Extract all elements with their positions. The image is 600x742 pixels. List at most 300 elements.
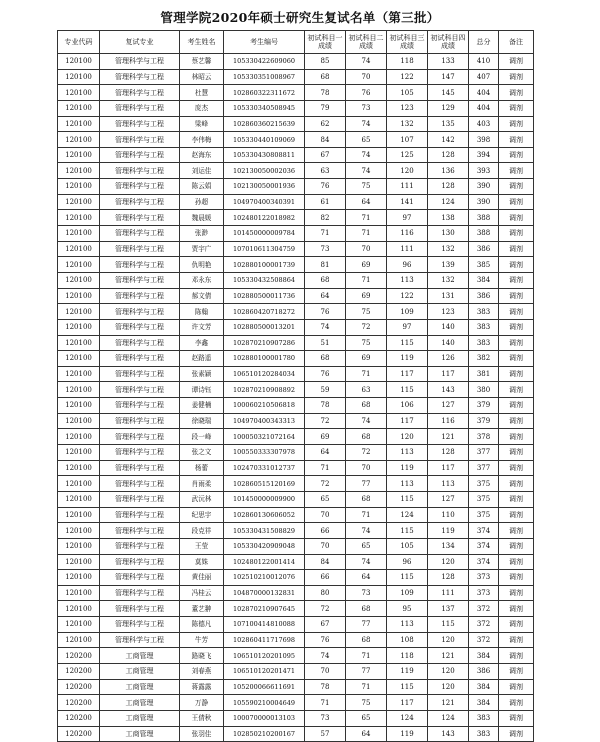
table-row [58, 257, 534, 273]
cell-score-3: 125 [387, 147, 428, 163]
cell-total: 410 [469, 54, 499, 70]
cell-score-2: 68 [346, 491, 387, 507]
cell-student-id: 100060210506818 [224, 398, 305, 414]
cell-major-code: 120100 [58, 241, 100, 257]
table-row [58, 585, 534, 601]
cell-total: 386 [469, 663, 499, 679]
cell-student-id: 102880100001780 [224, 351, 305, 367]
cell-name: 赵海东 [180, 147, 224, 163]
cell-remark: 调剂 [499, 413, 534, 429]
cell-name: 陈云娟 [180, 179, 224, 195]
cell-student-id: 102860515120169 [224, 476, 305, 492]
cell-major-code: 120100 [58, 585, 100, 601]
cell-score-2: 75 [346, 695, 387, 711]
table-row [58, 554, 534, 570]
cell-total: 373 [469, 585, 499, 601]
cell-score-2: 71 [346, 272, 387, 288]
cell-score-4: 130 [428, 226, 469, 242]
cell-remark: 调剂 [499, 679, 534, 695]
cell-major: 管理科学与工程 [100, 617, 180, 633]
cell-student-id: 105330420909048 [224, 538, 305, 554]
cell-major: 管理科学与工程 [100, 116, 180, 132]
cell-score-3: 117 [387, 413, 428, 429]
cell-remark: 调剂 [499, 100, 534, 116]
cell-student-id: 105330422609060 [224, 54, 305, 70]
table-row [58, 679, 534, 695]
cell-score-4: 127 [428, 398, 469, 414]
cell-major: 管理科学与工程 [100, 85, 180, 101]
cell-score-1: 73 [305, 710, 346, 726]
cell-total: 374 [469, 538, 499, 554]
cell-score-2: 75 [346, 179, 387, 195]
cell-score-1: 74 [305, 648, 346, 664]
cell-major: 管理科学与工程 [100, 210, 180, 226]
cell-score-1: 68 [305, 69, 346, 85]
cell-total: 390 [469, 179, 499, 195]
cell-score-4: 132 [428, 241, 469, 257]
table-row [58, 398, 534, 414]
cell-remark: 调剂 [499, 429, 534, 445]
cell-major-code: 120100 [58, 163, 100, 179]
cell-score-1: 66 [305, 523, 346, 539]
cell-major-code: 120100 [58, 194, 100, 210]
cell-major-code: 120100 [58, 288, 100, 304]
table-header-row [58, 31, 534, 54]
cell-total: 379 [469, 413, 499, 429]
cell-major: 管理科学与工程 [100, 319, 180, 335]
cell-score-4: 128 [428, 147, 469, 163]
cell-remark: 调剂 [499, 523, 534, 539]
table-row [58, 194, 534, 210]
cell-student-id: 102480122018982 [224, 210, 305, 226]
cell-major-code: 120100 [58, 351, 100, 367]
cell-score-3: 97 [387, 319, 428, 335]
cell-major: 管理科学与工程 [100, 554, 180, 570]
cell-score-2: 71 [346, 507, 387, 523]
cell-score-2: 71 [346, 679, 387, 695]
cell-major: 管理科学与工程 [100, 538, 180, 554]
cell-major: 工商管理 [100, 663, 180, 679]
cell-score-3: 122 [387, 288, 428, 304]
cell-score-3: 115 [387, 335, 428, 351]
cell-total: 384 [469, 648, 499, 664]
cell-score-3: 124 [387, 710, 428, 726]
table-row [58, 695, 534, 711]
cell-remark: 调剂 [499, 601, 534, 617]
cell-score-4: 120 [428, 632, 469, 648]
cell-score-2: 77 [346, 617, 387, 633]
cell-student-id: 107010611304759 [224, 241, 305, 257]
cell-score-1: 65 [305, 491, 346, 507]
cell-major: 管理科学与工程 [100, 179, 180, 195]
cell-score-2: 68 [346, 632, 387, 648]
cell-remark: 调剂 [499, 585, 534, 601]
table-body [58, 54, 534, 742]
cell-score-1: 63 [305, 163, 346, 179]
cell-student-id: 105330430808811 [224, 147, 305, 163]
table-row [58, 617, 534, 633]
cell-score-2: 71 [346, 226, 387, 242]
cell-score-4: 127 [428, 491, 469, 507]
cell-score-4: 131 [428, 288, 469, 304]
cell-score-1: 85 [305, 54, 346, 70]
cell-name: 赵路遥 [180, 351, 224, 367]
cell-major: 工商管理 [100, 726, 180, 742]
cell-total: 378 [469, 429, 499, 445]
cell-total: 383 [469, 304, 499, 320]
cell-student-id: 107100414810088 [224, 617, 305, 633]
cell-score-3: 116 [387, 226, 428, 242]
cell-score-1: 79 [305, 100, 346, 116]
cell-name: 张羽佳 [180, 726, 224, 742]
cell-score-4: 137 [428, 601, 469, 617]
cell-name: 武沅林 [180, 491, 224, 507]
cell-score-1: 84 [305, 132, 346, 148]
cell-remark: 调剂 [499, 85, 534, 101]
cell-score-3: 120 [387, 429, 428, 445]
cell-total: 374 [469, 554, 499, 570]
cell-student-id: 102880100001739 [224, 257, 305, 273]
cell-major: 工商管理 [100, 695, 180, 711]
cell-score-4: 132 [428, 272, 469, 288]
cell-major-code: 120100 [58, 335, 100, 351]
cell-major-code: 120100 [58, 554, 100, 570]
cell-score-4: 134 [428, 538, 469, 554]
cell-major-code: 120100 [58, 179, 100, 195]
cell-total: 380 [469, 382, 499, 398]
cell-remark: 调剂 [499, 570, 534, 586]
cell-name: 谭诗钰 [180, 382, 224, 398]
table-row [58, 132, 534, 148]
cell-score-3: 115 [387, 382, 428, 398]
cell-score-4: 147 [428, 69, 469, 85]
cell-score-2: 69 [346, 288, 387, 304]
cell-name: 仇明艳 [180, 257, 224, 273]
cell-major: 管理科学与工程 [100, 445, 180, 461]
cell-student-id: 102860322311672 [224, 85, 305, 101]
cell-name: 张素颖 [180, 366, 224, 382]
cell-score-1: 67 [305, 617, 346, 633]
header-score-2: 初试科目二成绩 [346, 31, 387, 54]
cell-score-1: 72 [305, 601, 346, 617]
cell-remark: 调剂 [499, 663, 534, 679]
cell-major: 管理科学与工程 [100, 491, 180, 507]
cell-total: 372 [469, 617, 499, 633]
cell-student-id: 102870210908892 [224, 382, 305, 398]
cell-name: 王莹 [180, 538, 224, 554]
cell-total: 404 [469, 85, 499, 101]
cell-score-4: 136 [428, 163, 469, 179]
cell-name: 肖雨柔 [180, 476, 224, 492]
cell-total: 377 [469, 460, 499, 476]
cell-name: 李鑫 [180, 335, 224, 351]
cell-score-4: 135 [428, 116, 469, 132]
cell-name: 庞杰 [180, 100, 224, 116]
cell-major-code: 120100 [58, 460, 100, 476]
cell-name: 莫姝 [180, 554, 224, 570]
cell-major: 管理科学与工程 [100, 69, 180, 85]
cell-remark: 调剂 [499, 132, 534, 148]
cell-major-code: 120100 [58, 85, 100, 101]
cell-student-id: 105330340508945 [224, 100, 305, 116]
cell-student-id: 105330440109069 [224, 132, 305, 148]
cell-major: 管理科学与工程 [100, 476, 180, 492]
cell-score-3: 115 [387, 491, 428, 507]
cell-score-1: 74 [305, 319, 346, 335]
cell-major-code: 120100 [58, 413, 100, 429]
cell-major: 管理科学与工程 [100, 460, 180, 476]
cell-student-id: 106510120201095 [224, 648, 305, 664]
cell-score-4: 120 [428, 663, 469, 679]
cell-student-id: 100050321072164 [224, 429, 305, 445]
cell-major: 管理科学与工程 [100, 272, 180, 288]
table-row [58, 507, 534, 523]
cell-major-code: 120100 [58, 147, 100, 163]
table-row [58, 663, 534, 679]
cell-major: 管理科学与工程 [100, 147, 180, 163]
cell-score-2: 68 [346, 429, 387, 445]
header-total: 总分 [469, 31, 499, 54]
table-row [58, 710, 534, 726]
cell-student-id: 100070000013103 [224, 710, 305, 726]
cell-major: 管理科学与工程 [100, 351, 180, 367]
table-row [58, 366, 534, 382]
cell-name: 许文芳 [180, 319, 224, 335]
cell-major: 管理科学与工程 [100, 163, 180, 179]
cell-student-id: 102880500013201 [224, 319, 305, 335]
cell-remark: 调剂 [499, 617, 534, 633]
cell-remark: 调剂 [499, 507, 534, 523]
cell-score-2: 68 [346, 398, 387, 414]
cell-score-1: 70 [305, 507, 346, 523]
cell-remark: 调剂 [499, 54, 534, 70]
cell-score-3: 119 [387, 726, 428, 742]
cell-name: 林昭云 [180, 69, 224, 85]
cell-score-4: 123 [428, 304, 469, 320]
cell-major-code: 120100 [58, 226, 100, 242]
table-row [58, 538, 534, 554]
cell-major-code: 120100 [58, 257, 100, 273]
cell-major: 管理科学与工程 [100, 366, 180, 382]
cell-remark: 调剂 [499, 460, 534, 476]
cell-score-1: 84 [305, 554, 346, 570]
cell-total: 375 [469, 491, 499, 507]
cell-remark: 调剂 [499, 491, 534, 507]
cell-score-1: 69 [305, 429, 346, 445]
cell-score-3: 106 [387, 398, 428, 414]
cell-score-3: 105 [387, 85, 428, 101]
cell-score-4: 143 [428, 726, 469, 742]
cell-score-3: 119 [387, 351, 428, 367]
cell-score-3: 119 [387, 663, 428, 679]
cell-score-2: 69 [346, 257, 387, 273]
cell-major-code: 120100 [58, 617, 100, 633]
cell-remark: 调剂 [499, 445, 534, 461]
cell-remark: 调剂 [499, 272, 534, 288]
cell-score-4: 126 [428, 351, 469, 367]
table-row [58, 241, 534, 257]
table-row [58, 445, 534, 461]
table-row [58, 226, 534, 242]
cell-remark: 调剂 [499, 226, 534, 242]
cell-score-1: 71 [305, 226, 346, 242]
cell-major: 管理科学与工程 [100, 241, 180, 257]
cell-score-3: 115 [387, 570, 428, 586]
cell-remark: 调剂 [499, 366, 534, 382]
cell-score-2: 70 [346, 69, 387, 85]
cell-major-code: 120100 [58, 429, 100, 445]
cell-remark: 调剂 [499, 726, 534, 742]
cell-score-1: 72 [305, 476, 346, 492]
cell-student-id: 101450000009784 [224, 226, 305, 242]
cell-major-code: 120100 [58, 382, 100, 398]
cell-score-4: 116 [428, 413, 469, 429]
cell-remark: 调剂 [499, 538, 534, 554]
cell-name: 陈翰 [180, 304, 224, 320]
cell-student-id: 102470331012737 [224, 460, 305, 476]
cell-name: 梁峰 [180, 116, 224, 132]
cell-name: 牛芳 [180, 632, 224, 648]
cell-student-id: 104870000132831 [224, 585, 305, 601]
cell-name: 刘运佳 [180, 163, 224, 179]
cell-name: 贾宇广 [180, 241, 224, 257]
cell-total: 382 [469, 351, 499, 367]
cell-score-2: 72 [346, 319, 387, 335]
table-row [58, 460, 534, 476]
cell-total: 398 [469, 132, 499, 148]
cell-score-2: 77 [346, 663, 387, 679]
cell-total: 373 [469, 570, 499, 586]
cell-major-code: 120200 [58, 648, 100, 664]
cell-score-3: 109 [387, 585, 428, 601]
cell-student-id: 106510120284034 [224, 366, 305, 382]
cell-name: 张之文 [180, 445, 224, 461]
cell-major: 管理科学与工程 [100, 570, 180, 586]
cell-major-code: 120200 [58, 679, 100, 695]
cell-remark: 调剂 [499, 319, 534, 335]
header-student-id: 考生编号 [224, 31, 305, 54]
cell-score-3: 97 [387, 210, 428, 226]
cell-score-3: 109 [387, 304, 428, 320]
cell-score-2: 74 [346, 163, 387, 179]
cell-total: 394 [469, 147, 499, 163]
cell-score-2: 69 [346, 351, 387, 367]
cell-score-4: 128 [428, 179, 469, 195]
cell-score-2: 77 [346, 476, 387, 492]
cell-major: 管理科学与工程 [100, 226, 180, 242]
table-row [58, 288, 534, 304]
cell-remark: 调剂 [499, 335, 534, 351]
cell-score-3: 113 [387, 445, 428, 461]
cell-score-3: 123 [387, 100, 428, 116]
cell-major-code: 120100 [58, 304, 100, 320]
cell-major-code: 120100 [58, 132, 100, 148]
cell-major-code: 120100 [58, 398, 100, 414]
header-remark: 备注 [499, 31, 534, 54]
cell-major-code: 120100 [58, 69, 100, 85]
cell-major-code: 120100 [58, 366, 100, 382]
cell-score-1: 82 [305, 210, 346, 226]
cell-score-1: 66 [305, 570, 346, 586]
cell-score-1: 64 [305, 288, 346, 304]
cell-score-4: 124 [428, 710, 469, 726]
cell-score-3: 124 [387, 507, 428, 523]
cell-name: 段克祥 [180, 523, 224, 539]
cell-score-3: 132 [387, 116, 428, 132]
cell-total: 375 [469, 507, 499, 523]
cell-major-code: 120100 [58, 570, 100, 586]
cell-major-code: 120100 [58, 523, 100, 539]
table-row [58, 85, 534, 101]
cell-name: 蔡艺馨 [180, 54, 224, 70]
cell-score-4: 128 [428, 445, 469, 461]
cell-score-4: 140 [428, 319, 469, 335]
cell-major-code: 120100 [58, 538, 100, 554]
cell-total: 404 [469, 100, 499, 116]
cell-score-4: 129 [428, 100, 469, 116]
cell-score-4: 111 [428, 585, 469, 601]
cell-major-code: 120100 [58, 54, 100, 70]
cell-score-4: 121 [428, 429, 469, 445]
cell-score-3: 108 [387, 632, 428, 648]
cell-remark: 调剂 [499, 710, 534, 726]
cell-total: 374 [469, 523, 499, 539]
cell-score-4: 121 [428, 648, 469, 664]
cell-major-code: 120100 [58, 116, 100, 132]
cell-remark: 调剂 [499, 69, 534, 85]
cell-score-3: 118 [387, 54, 428, 70]
cell-remark: 调剂 [499, 695, 534, 711]
cell-remark: 调剂 [499, 163, 534, 179]
cell-score-3: 120 [387, 163, 428, 179]
header-score-3: 初试科目三成绩 [387, 31, 428, 54]
cell-name: 张渺 [180, 226, 224, 242]
table-row [58, 69, 534, 85]
cell-score-1: 70 [305, 663, 346, 679]
header-major: 复试专业 [100, 31, 180, 54]
cell-name: 邓永东 [180, 272, 224, 288]
cell-name: 魏晨媛 [180, 210, 224, 226]
cell-student-id: 102870210907286 [224, 335, 305, 351]
cell-score-1: 70 [305, 538, 346, 554]
cell-score-2: 75 [346, 335, 387, 351]
cell-major-code: 120200 [58, 663, 100, 679]
cell-major: 管理科学与工程 [100, 194, 180, 210]
cell-total: 390 [469, 194, 499, 210]
table-row [58, 570, 534, 586]
cell-score-2: 64 [346, 194, 387, 210]
cell-remark: 调剂 [499, 632, 534, 648]
cell-total: 384 [469, 695, 499, 711]
cell-score-1: 57 [305, 726, 346, 742]
cell-student-id: 105330351008967 [224, 69, 305, 85]
cell-total: 379 [469, 398, 499, 414]
cell-score-1: 78 [305, 679, 346, 695]
cell-score-3: 95 [387, 601, 428, 617]
cell-total: 386 [469, 288, 499, 304]
cell-remark: 调剂 [499, 476, 534, 492]
cell-major: 管理科学与工程 [100, 585, 180, 601]
cell-score-3: 113 [387, 617, 428, 633]
cell-name: 纪思宇 [180, 507, 224, 523]
cell-total: 383 [469, 319, 499, 335]
table-row [58, 335, 534, 351]
cell-score-2: 64 [346, 726, 387, 742]
cell-major: 管理科学与工程 [100, 398, 180, 414]
cell-major: 管理科学与工程 [100, 523, 180, 539]
cell-major: 管理科学与工程 [100, 413, 180, 429]
cell-score-3: 117 [387, 695, 428, 711]
